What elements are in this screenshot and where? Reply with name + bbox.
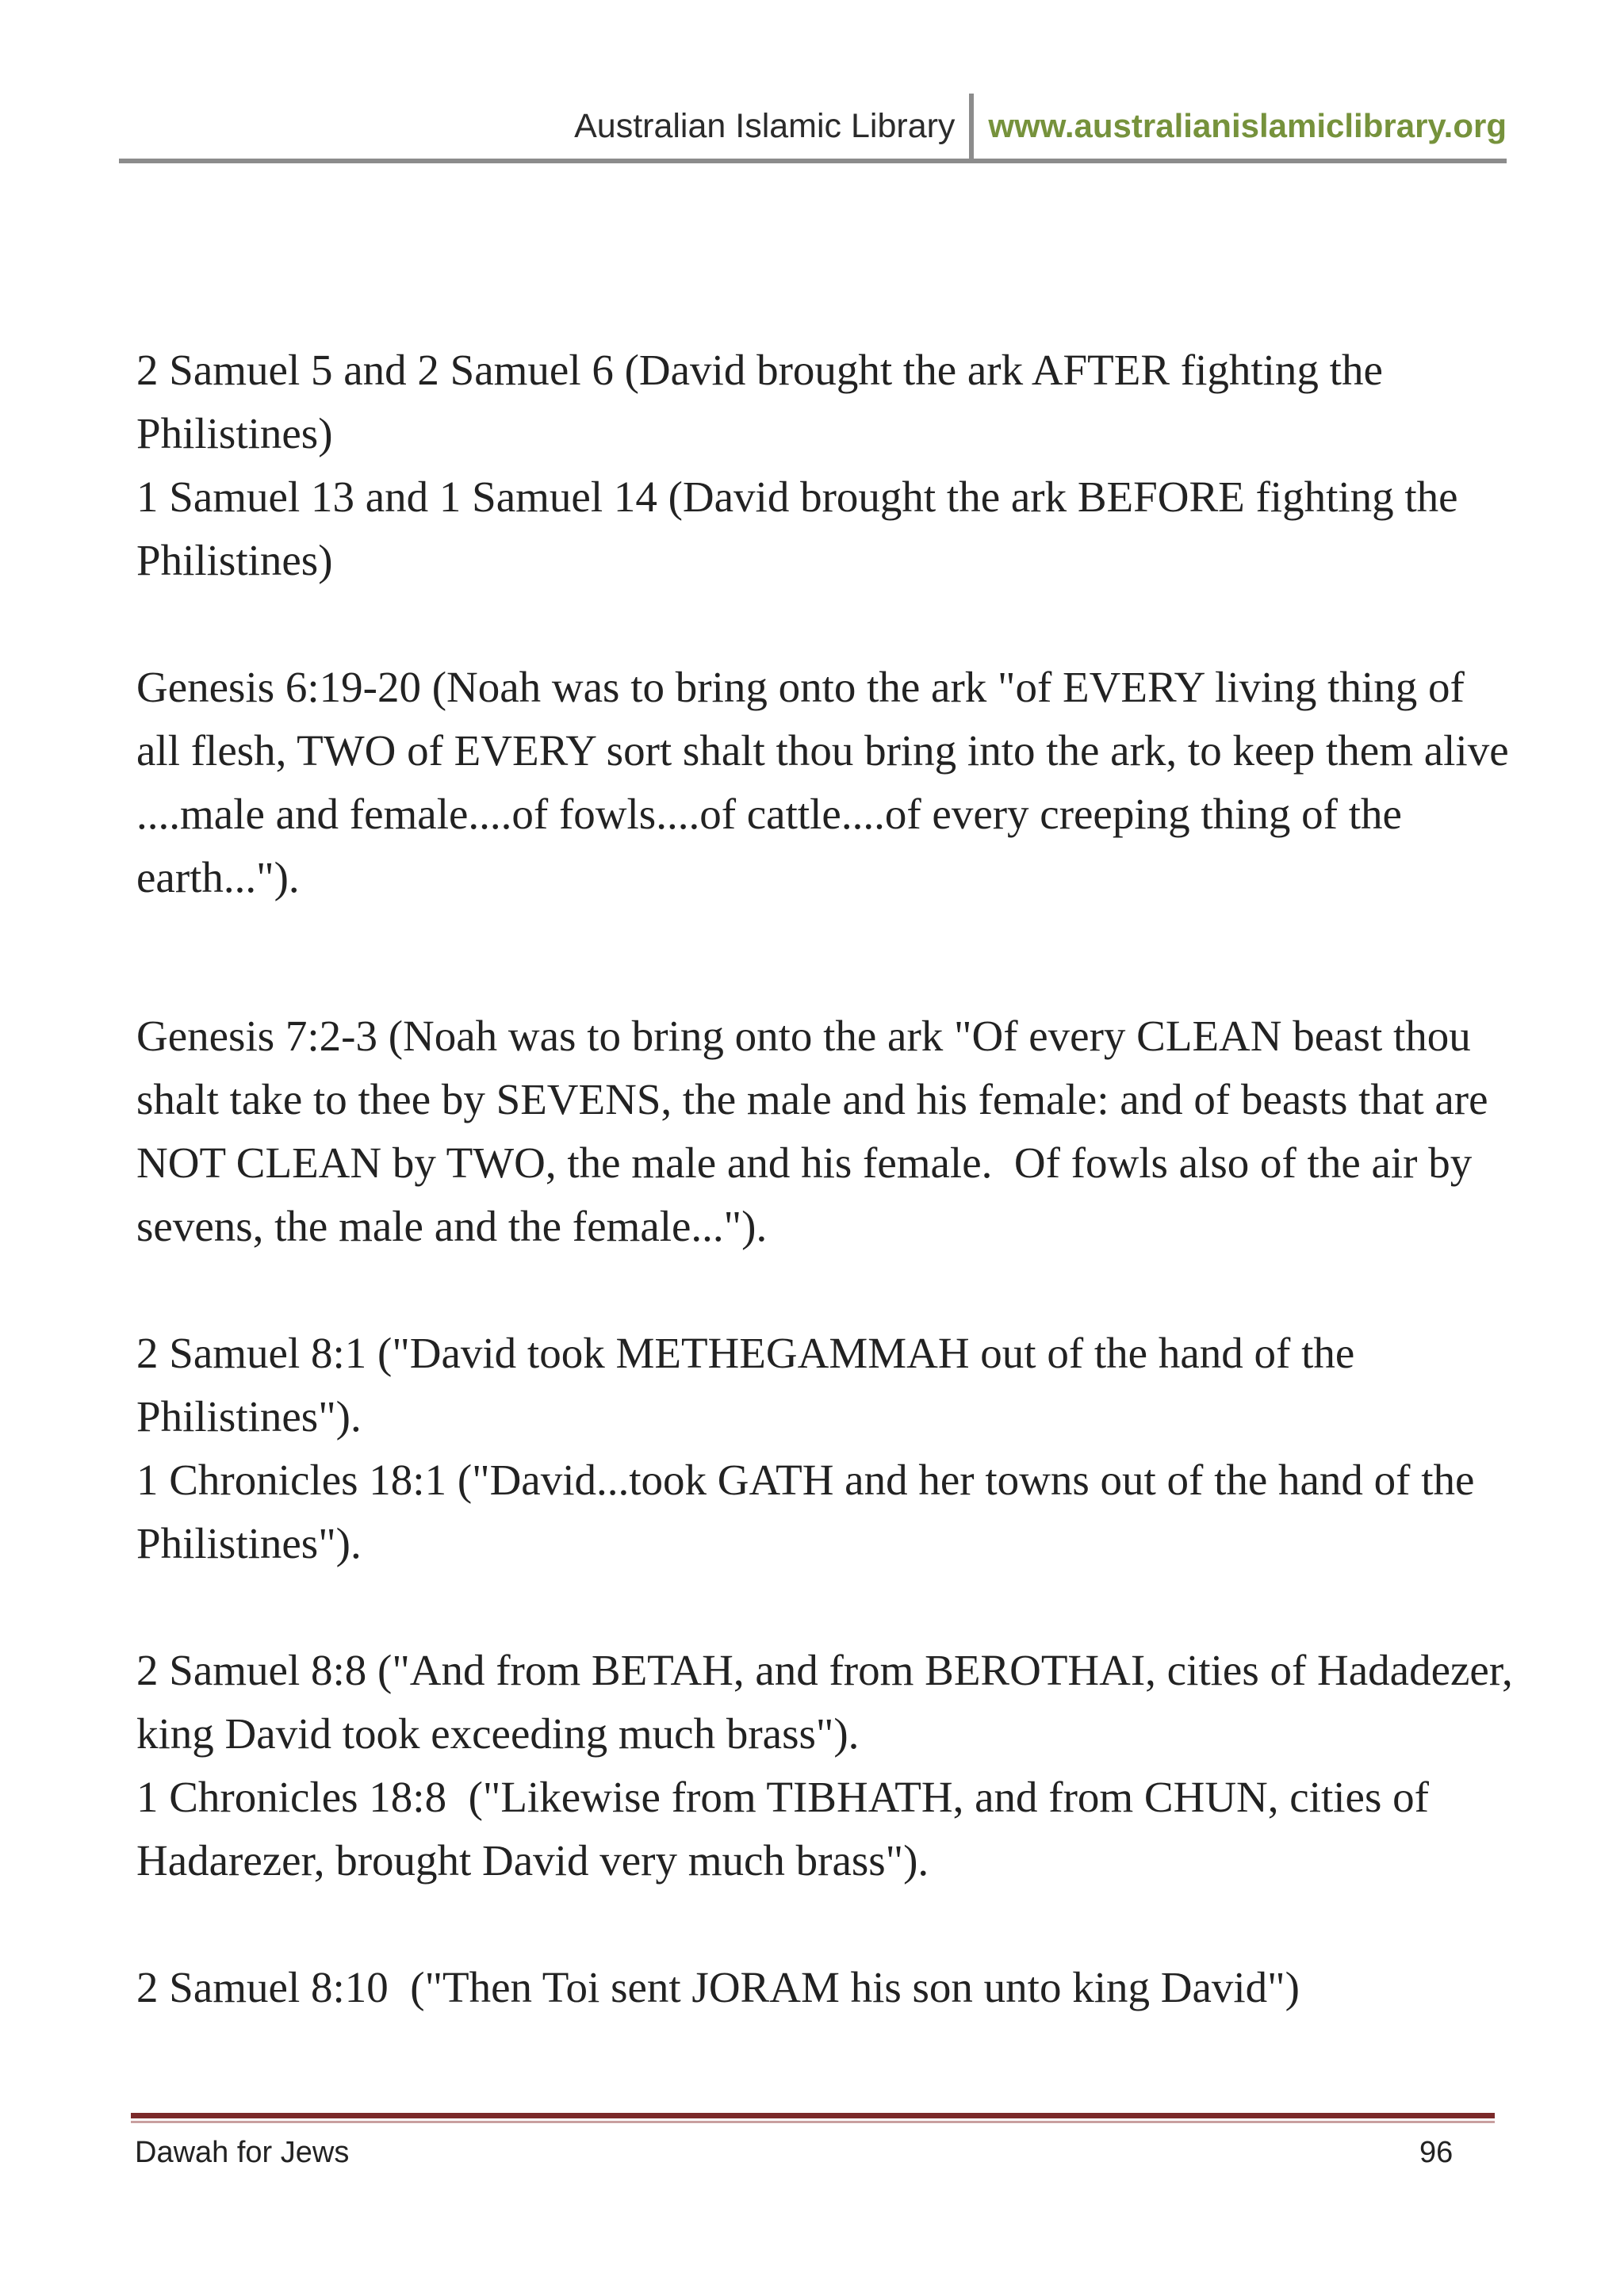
paragraph-5: 2 Samuel 8:1 ("David took METHEGAMMAH out of the hand of the Philistines").	[136, 1329, 1366, 1441]
header-title: Australian Islamic Library	[574, 107, 956, 145]
footer-book-title: Dawah for Jews	[135, 2136, 350, 2169]
page-content	[136, 339, 1524, 2019]
paragraph-9: 2 Samuel 8:10 ("Then Toi sent JORAM his son unto king David")	[136, 1963, 1300, 2011]
paragraph-3: Genesis 6:19-20 (Noah was to bring onto the ark "of EVERY living thing of all flesh, TWO of EVERY sort shalt thou bring into the ark, to keep them alive ....male and female....of fowls....of cattle....of every creeping thing of the earth...").	[136, 663, 1520, 901]
footer-rule	[131, 2113, 1495, 2118]
paragraph-4: Genesis 7:2-3 (Noah was to bring onto the ark "Of every CLEAN beast thou shalt take to thee by SEVENS, the male and his female: and of beasts that are NOT CLEAN by TWO, the male and his female. Of fowls also of the air by sevens, the male and the female...").	[136, 1012, 1500, 1250]
paragraph-1: 2 Samuel 5 and 2 Samuel 6 (David brought the ark AFTER fighting the Philistines)	[136, 346, 1394, 457]
page-header	[119, 94, 1507, 163]
header-rule	[119, 159, 1507, 163]
paragraph-2: 1 Samuel 13 and 1 Samuel 14 (David brought the ark BEFORE fighting the Philistines)	[136, 473, 1469, 584]
paragraph-gap	[136, 1575, 1516, 1639]
paragraph-gap	[136, 1892, 1516, 1956]
header-inner	[574, 94, 1507, 159]
paragraph-gap	[136, 909, 1516, 1004]
header-url-link[interactable]: www.australianislamiclibrary.org	[988, 107, 1507, 144]
paragraph-gap	[136, 1258, 1516, 1322]
footer-page-number: 96	[1419, 2136, 1454, 2169]
paragraph-6: 1 Chronicles 18:1 ("David...took GATH and her towns out of the hand of the Philistines").	[136, 1456, 1486, 1567]
paragraph-gap	[136, 592, 1516, 656]
paragraph-7: 2 Samuel 8:8 ("And from BETAH, and from BEROTHAI, cities of Hadadezer, king David took exceeding much brass").	[136, 1646, 1524, 1758]
paragraph-8: 1 Chronicles 18:8 ("Likewise from TIBHATH, and from CHUN, cities of Hadarezer, brought David very much brass").	[136, 1773, 1440, 1885]
footer-rule-thin	[131, 2121, 1495, 2123]
